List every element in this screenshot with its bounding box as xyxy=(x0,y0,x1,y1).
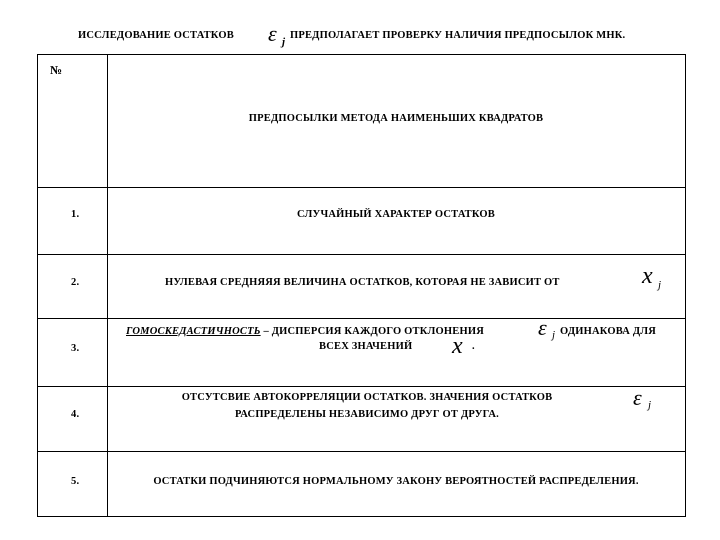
row-text-line2: РАСПРЕДЕЛЕНЫ НЕЗАВИСИМО ДРУГ ОТ ДРУГА. xyxy=(235,409,499,420)
premises-column-header: ПРЕДПОСЫЛКИ МЕТОДА НАИМЕНЬШИХ КВАДРАТОВ xyxy=(248,113,544,124)
row-number: 3. xyxy=(71,343,80,354)
row-text: НУЛЕВАЯ СРЕДНЯЯЯ ВЕЛИЧИНА ОСТАТКОВ, КОТОРАЯ НЕ ЗАВИСИТ ОТ xyxy=(165,277,560,288)
row-number: 5. xyxy=(71,476,80,487)
row-divider xyxy=(38,318,685,319)
row-text: – ДИСПЕРСИЯ КАЖДОГО ОТКЛОНЕНИЯ xyxy=(263,326,485,337)
number-column-header: № xyxy=(50,63,63,77)
row-number: 1. xyxy=(71,209,80,220)
premises-table xyxy=(37,54,686,517)
column-divider xyxy=(107,55,108,516)
heading-text-after: ПРЕДПОЛАГАЕТ ПРОВЕРКУ НАЛИЧИЯ ПРЕДПОСЫЛОК МНК. xyxy=(290,30,626,41)
row-divider xyxy=(38,386,685,387)
epsilon-symbol: ε xyxy=(633,385,642,410)
heading-text-before: ИССЛЕДОВАНИЕ ОСТАТКОВ xyxy=(78,30,234,41)
trailing-period: . xyxy=(472,341,475,352)
row-text-continued: ОДИНАКОВА ДЛЯ xyxy=(560,326,657,337)
row-divider xyxy=(38,254,685,255)
page-heading xyxy=(78,21,626,48)
epsilon-symbol: ε xyxy=(538,315,547,340)
row-number: 4. xyxy=(71,409,80,420)
epsilon-symbol: ε xyxy=(268,21,277,46)
term-homoscedasticity: ГОМОСКЕДАСТИЧНОСТЬ xyxy=(126,326,261,337)
epsilon-subscript: j xyxy=(552,329,556,341)
row-text-line1 xyxy=(126,326,484,337)
row-divider xyxy=(38,451,685,452)
row-text-line1: ОТСУТСВИЕ АВТОКОРРЕЛЯЦИИ ОСТАТКОВ. ЗНАЧЕНИЯ ОСТАТКОВ xyxy=(181,392,553,403)
epsilon-subscript: j xyxy=(648,399,652,411)
x-symbol: x xyxy=(642,263,653,289)
row-text: СЛУЧАЙНЫЙ ХАРАКТЕР ОСТАТКОВ xyxy=(297,209,495,220)
epsilon-subscript: j xyxy=(282,36,286,48)
x-symbol: x xyxy=(452,333,463,359)
row-number: 2. xyxy=(71,277,80,288)
x-subscript: j xyxy=(658,279,662,291)
row-divider xyxy=(38,187,685,188)
row-text-line2: ВСЕХ ЗНАЧЕНИЙ xyxy=(319,341,413,352)
row-text: ОСТАТКИ ПОДЧИНЯЮТСЯ НОРМАЛЬНОМУ ЗАКОНУ ВЕРОЯТНОСТЕЙ РАСПРЕДЕЛЕНИЯ. xyxy=(153,476,639,487)
